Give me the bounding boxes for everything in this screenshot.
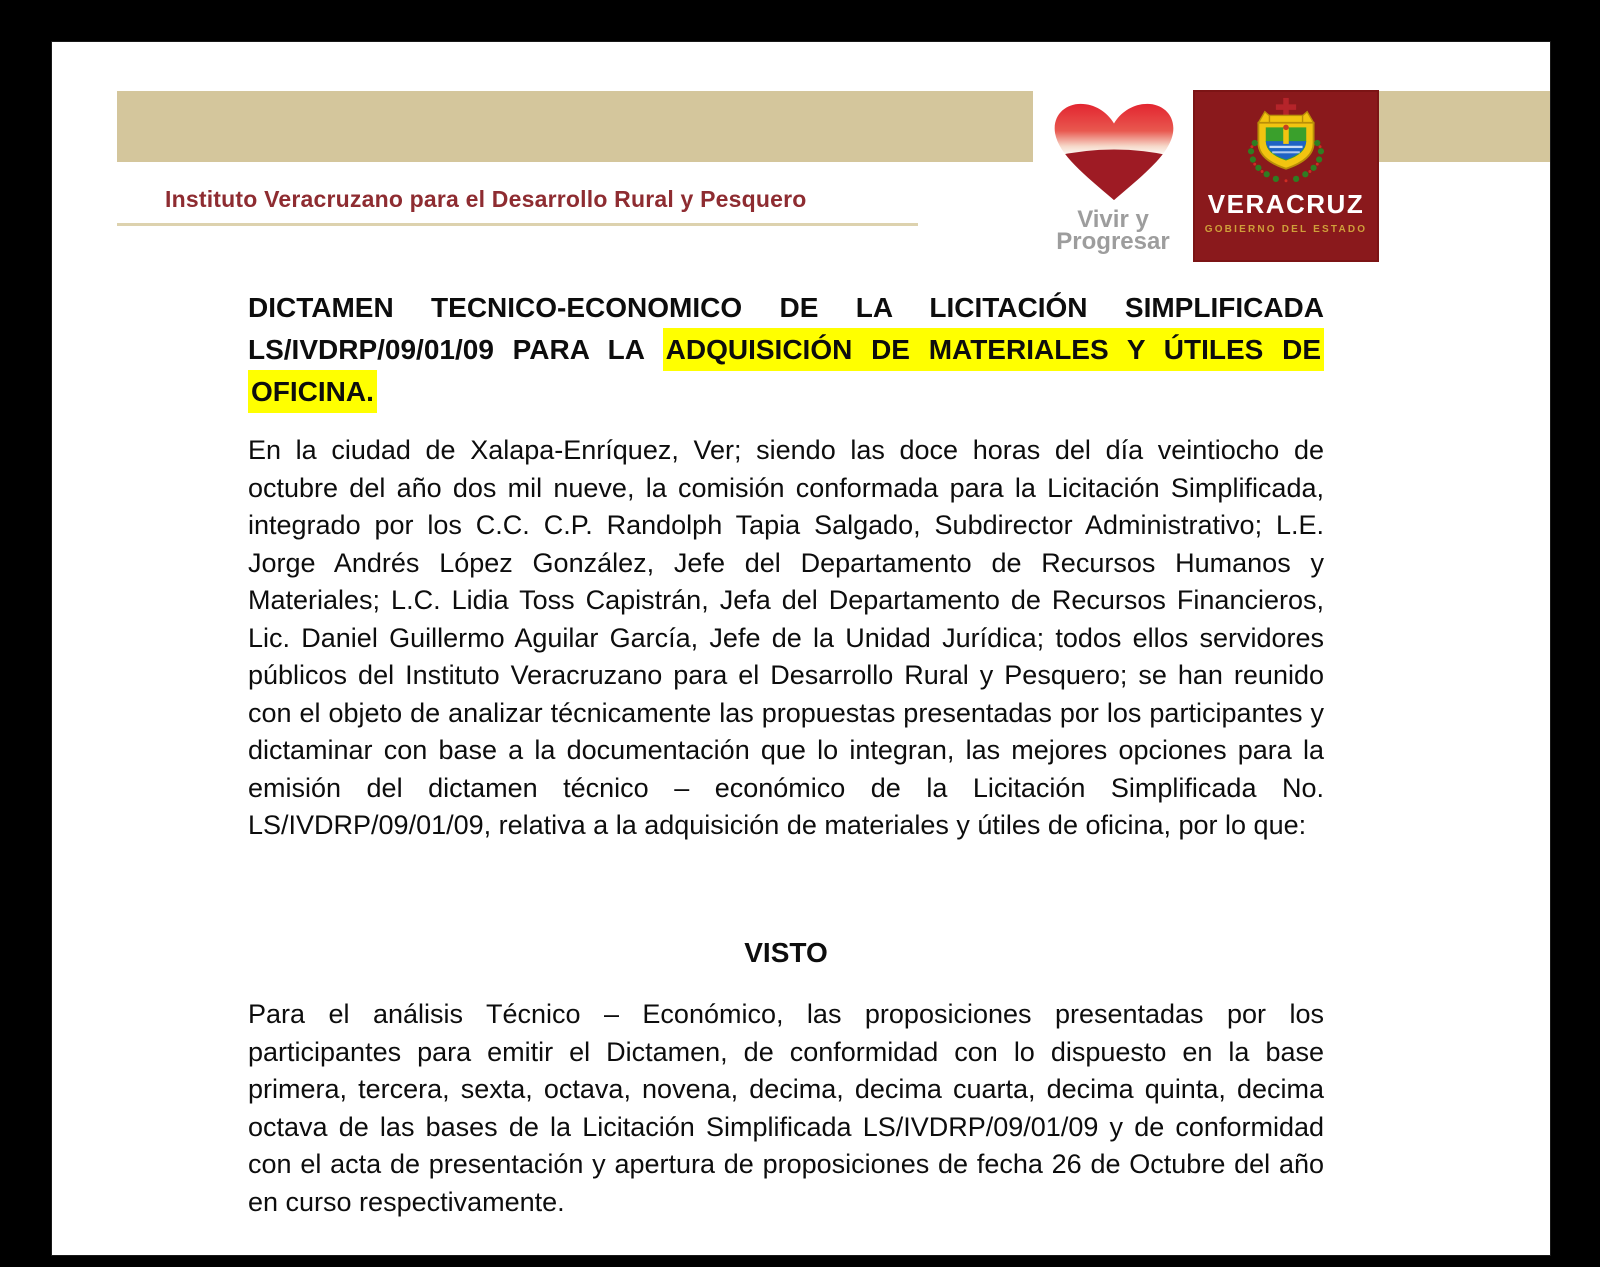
motto-line2: Progresar bbox=[1056, 228, 1170, 255]
title-line bbox=[248, 329, 1324, 371]
motto-line1: Vivir y bbox=[1077, 206, 1149, 233]
veracruz-tagline: GOBIERNO DEL ESTADO bbox=[1204, 224, 1368, 235]
title-line bbox=[248, 371, 1324, 413]
paragraph-2: Para el análisis Técnico – Económico, las proposiciones presentadas por los participantes para emitir el Dictamen, de conformidad con lo dispuesto en la base primera, tercera, sexta, octava, novena, decima, decima cuarta, decima quinta, decima octava de las bases de la Licitación Simplificada LS/IVDRP/09/01/09 y de conformidad con el acta de presentación y apertura de proposiciones de fecha 26 de Octubre del año en curso respectivamente. bbox=[248, 999, 1324, 1217]
veracruz-logo bbox=[1193, 90, 1379, 262]
heart-logo-icon bbox=[1045, 98, 1183, 206]
paragraph-1: En la ciudad de Xalapa-Enríquez, Ver; siendo las doce horas del día veintiocho de octubre del año dos mil nueve, la comisión conformada para la Licitación Simplificada, integrado por los C.C. C.P. Randolph Tapia Salgado, Subdirector Administrativo; L.E. Jorge Andrés López González, Jefe del Departamento de Recursos Humanos y Materiales; L.C. Lidia Toss Capistrán, Jefa del Departamento de Recursos Financieros, Lic. Daniel Guillermo Aguilar García, Jefe de la Unidad Jurídica; todos ellos servidores públicos del Instituto Veracruzano para el Desarrollo Rural y Pesquero; se han reunido con el objeto de analizar técnicamente las propuestas presentadas por los participantes y dictaminar con base a la documentación que lo integran, las mejores opciones para la emisión del dictamen técnico – económico de la Licitación Simplificada No. LS/IVDRP/09/01/09, relativa a la adquisición de materiales y útiles de oficina, por lo que: bbox=[248, 435, 1324, 840]
title-line bbox=[248, 287, 1324, 329]
letterhead-divider bbox=[117, 223, 918, 226]
veracruz-coat-of-arms-icon bbox=[1227, 97, 1345, 189]
document-page bbox=[52, 42, 1550, 1255]
title-highlighted-text: ADQUISICIÓN DE MATERIALES Y ÚTILES DE bbox=[663, 328, 1324, 371]
veracruz-wordmark: VERACRUZ bbox=[1207, 189, 1365, 219]
title-text: DICTAMEN TECNICO-ECONOMICO DE LA LICITACIÓN SIMPLIFICADA bbox=[248, 292, 1324, 323]
motto-text bbox=[1013, 206, 1213, 255]
institute-name: Instituto Veracruzano para el Desarrollo Rural y Pesquero bbox=[165, 186, 807, 212]
title-highlighted-text: OFICINA. bbox=[248, 370, 377, 413]
document-title bbox=[248, 287, 1324, 413]
title-text: LS/IVDRP/09/01/09 PARA LA bbox=[248, 334, 663, 365]
section-heading-visto: VISTO bbox=[744, 937, 828, 968]
